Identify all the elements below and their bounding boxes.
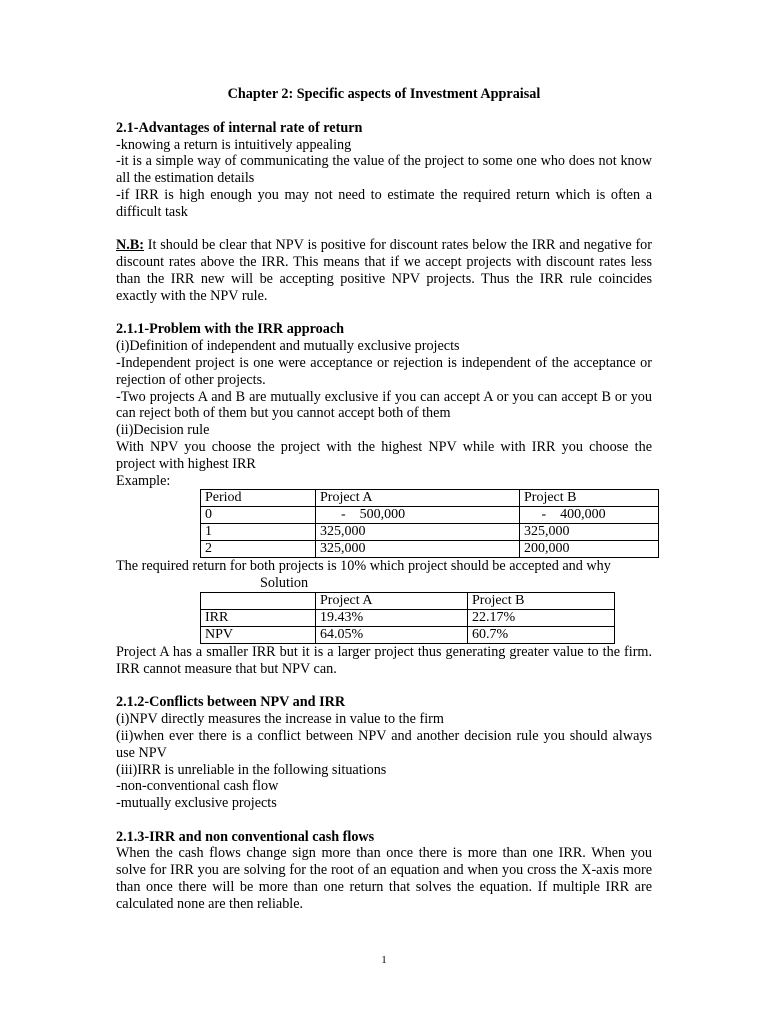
table-cell: 60.7%: [468, 626, 615, 643]
table-cell: IRR: [201, 609, 316, 626]
table-header-cell: Project B: [520, 490, 659, 507]
nb-text: It should be clear that NPV is positive for discount rates below the IRR and negative for discount rates above the IRR. This means that if we accept projects with discount rates less than the IRR new will be accepting positive NPV projects. Thus the IRR rule coincides exactly with the NPV rule.: [116, 237, 652, 304]
document-page: [116, 86, 652, 913]
table-cell: 0: [201, 507, 316, 524]
body-line: -Independent project is one were acceptance or rejection is independent of the acceptance or rejection of other projects.: [116, 354, 652, 388]
section-heading-2-1-2: 2.1.2-Conflicts between NPV and IRR: [116, 694, 346, 711]
table-header-cell: Project A: [316, 490, 520, 507]
nb-paragraph: [116, 237, 652, 304]
table-row: [201, 626, 615, 643]
table-header-cell: Project B: [468, 592, 615, 609]
table-cell: NPV: [201, 626, 316, 643]
table-row: [201, 609, 615, 626]
table-cell: - 400,000: [520, 507, 659, 524]
body-line: (ii)Decision rule: [116, 422, 210, 439]
conclusion-text: Project A has a smaller IRR but it is a larger project thus generating greater value to the firm. IRR cannot measure that but NPV can.: [116, 643, 652, 677]
body-line: Example:: [116, 472, 171, 489]
section-heading-2-1-3: 2.1.3-IRR and non conventional cash flows: [116, 828, 375, 845]
table-header-cell: Period: [201, 490, 316, 507]
solution-label: Solution: [260, 575, 309, 592]
solution-table: [200, 592, 615, 644]
chapter-title: Chapter 2: Specific aspects of Investment Appraisal: [227, 86, 541, 102]
body-line: -knowing a return is intuitively appealing: [116, 136, 352, 153]
body-paragraph: When the cash flows change sign more than once there is more than one IRR. When you solve for IRR you are solving for the root of an equation and when you cross the X-axis more than once there will be more than one return that solves the equation. If multiple IRR are calculated none are then reliable.: [116, 845, 652, 912]
table-cell: 325,000: [316, 524, 520, 541]
table-row: [201, 524, 659, 541]
question-text: The required return for both projects is 10% which project should be accepted and why: [116, 558, 611, 575]
body-line: -it is a simple way of communicating the value of the project to some one who does not know all the estimation details: [116, 153, 652, 187]
body-line: With NPV you choose the project with the highest NPV while with IRR you choose the project with highest IRR: [116, 438, 652, 472]
table-cell: 19.43%: [316, 609, 468, 626]
table-row: [201, 507, 659, 524]
table-header-cell: Project A: [316, 592, 468, 609]
table-cell: 22.17%: [468, 609, 615, 626]
body-line: (i)Definition of independent and mutually exclusive projects: [116, 338, 460, 355]
table-cell: 200,000: [520, 541, 659, 558]
body-line: (ii)when ever there is a conflict between NPV and another decision rule you should always use NPV: [116, 727, 652, 761]
table-header-cell: [201, 592, 316, 609]
table-cell: - 500,000: [316, 507, 520, 524]
table-row: [201, 541, 659, 558]
example-table: [200, 489, 659, 558]
table-cell: 325,000: [520, 524, 659, 541]
section-heading-2-1-1: 2.1.1-Problem with the IRR approach: [116, 321, 345, 338]
body-line: (i)NPV directly measures the increase in value to the firm: [116, 711, 444, 728]
table-header-row: [201, 490, 659, 507]
page-number: 1: [381, 954, 387, 966]
body-line: -Two projects A and B are mutually exclusive if you can accept A or you can accept B or you can reject both of them but you cannot accept both of them: [116, 388, 652, 422]
table-cell: 1: [201, 524, 316, 541]
body-line: -non-conventional cash flow: [116, 778, 279, 795]
body-line: (iii)IRR is unreliable in the following situations: [116, 761, 387, 778]
section-heading-2-1: 2.1-Advantages of internal rate of return: [116, 119, 363, 136]
table-header-row: [201, 592, 615, 609]
table-cell: 325,000: [316, 541, 520, 558]
body-line: -if IRR is high enough you may not need to estimate the required return which is often a difficult task: [116, 186, 652, 220]
table-cell: 64.05%: [316, 626, 468, 643]
body-line: -mutually exclusive projects: [116, 795, 277, 812]
table-cell: 2: [201, 541, 316, 558]
nb-label: N.B:: [116, 237, 144, 254]
